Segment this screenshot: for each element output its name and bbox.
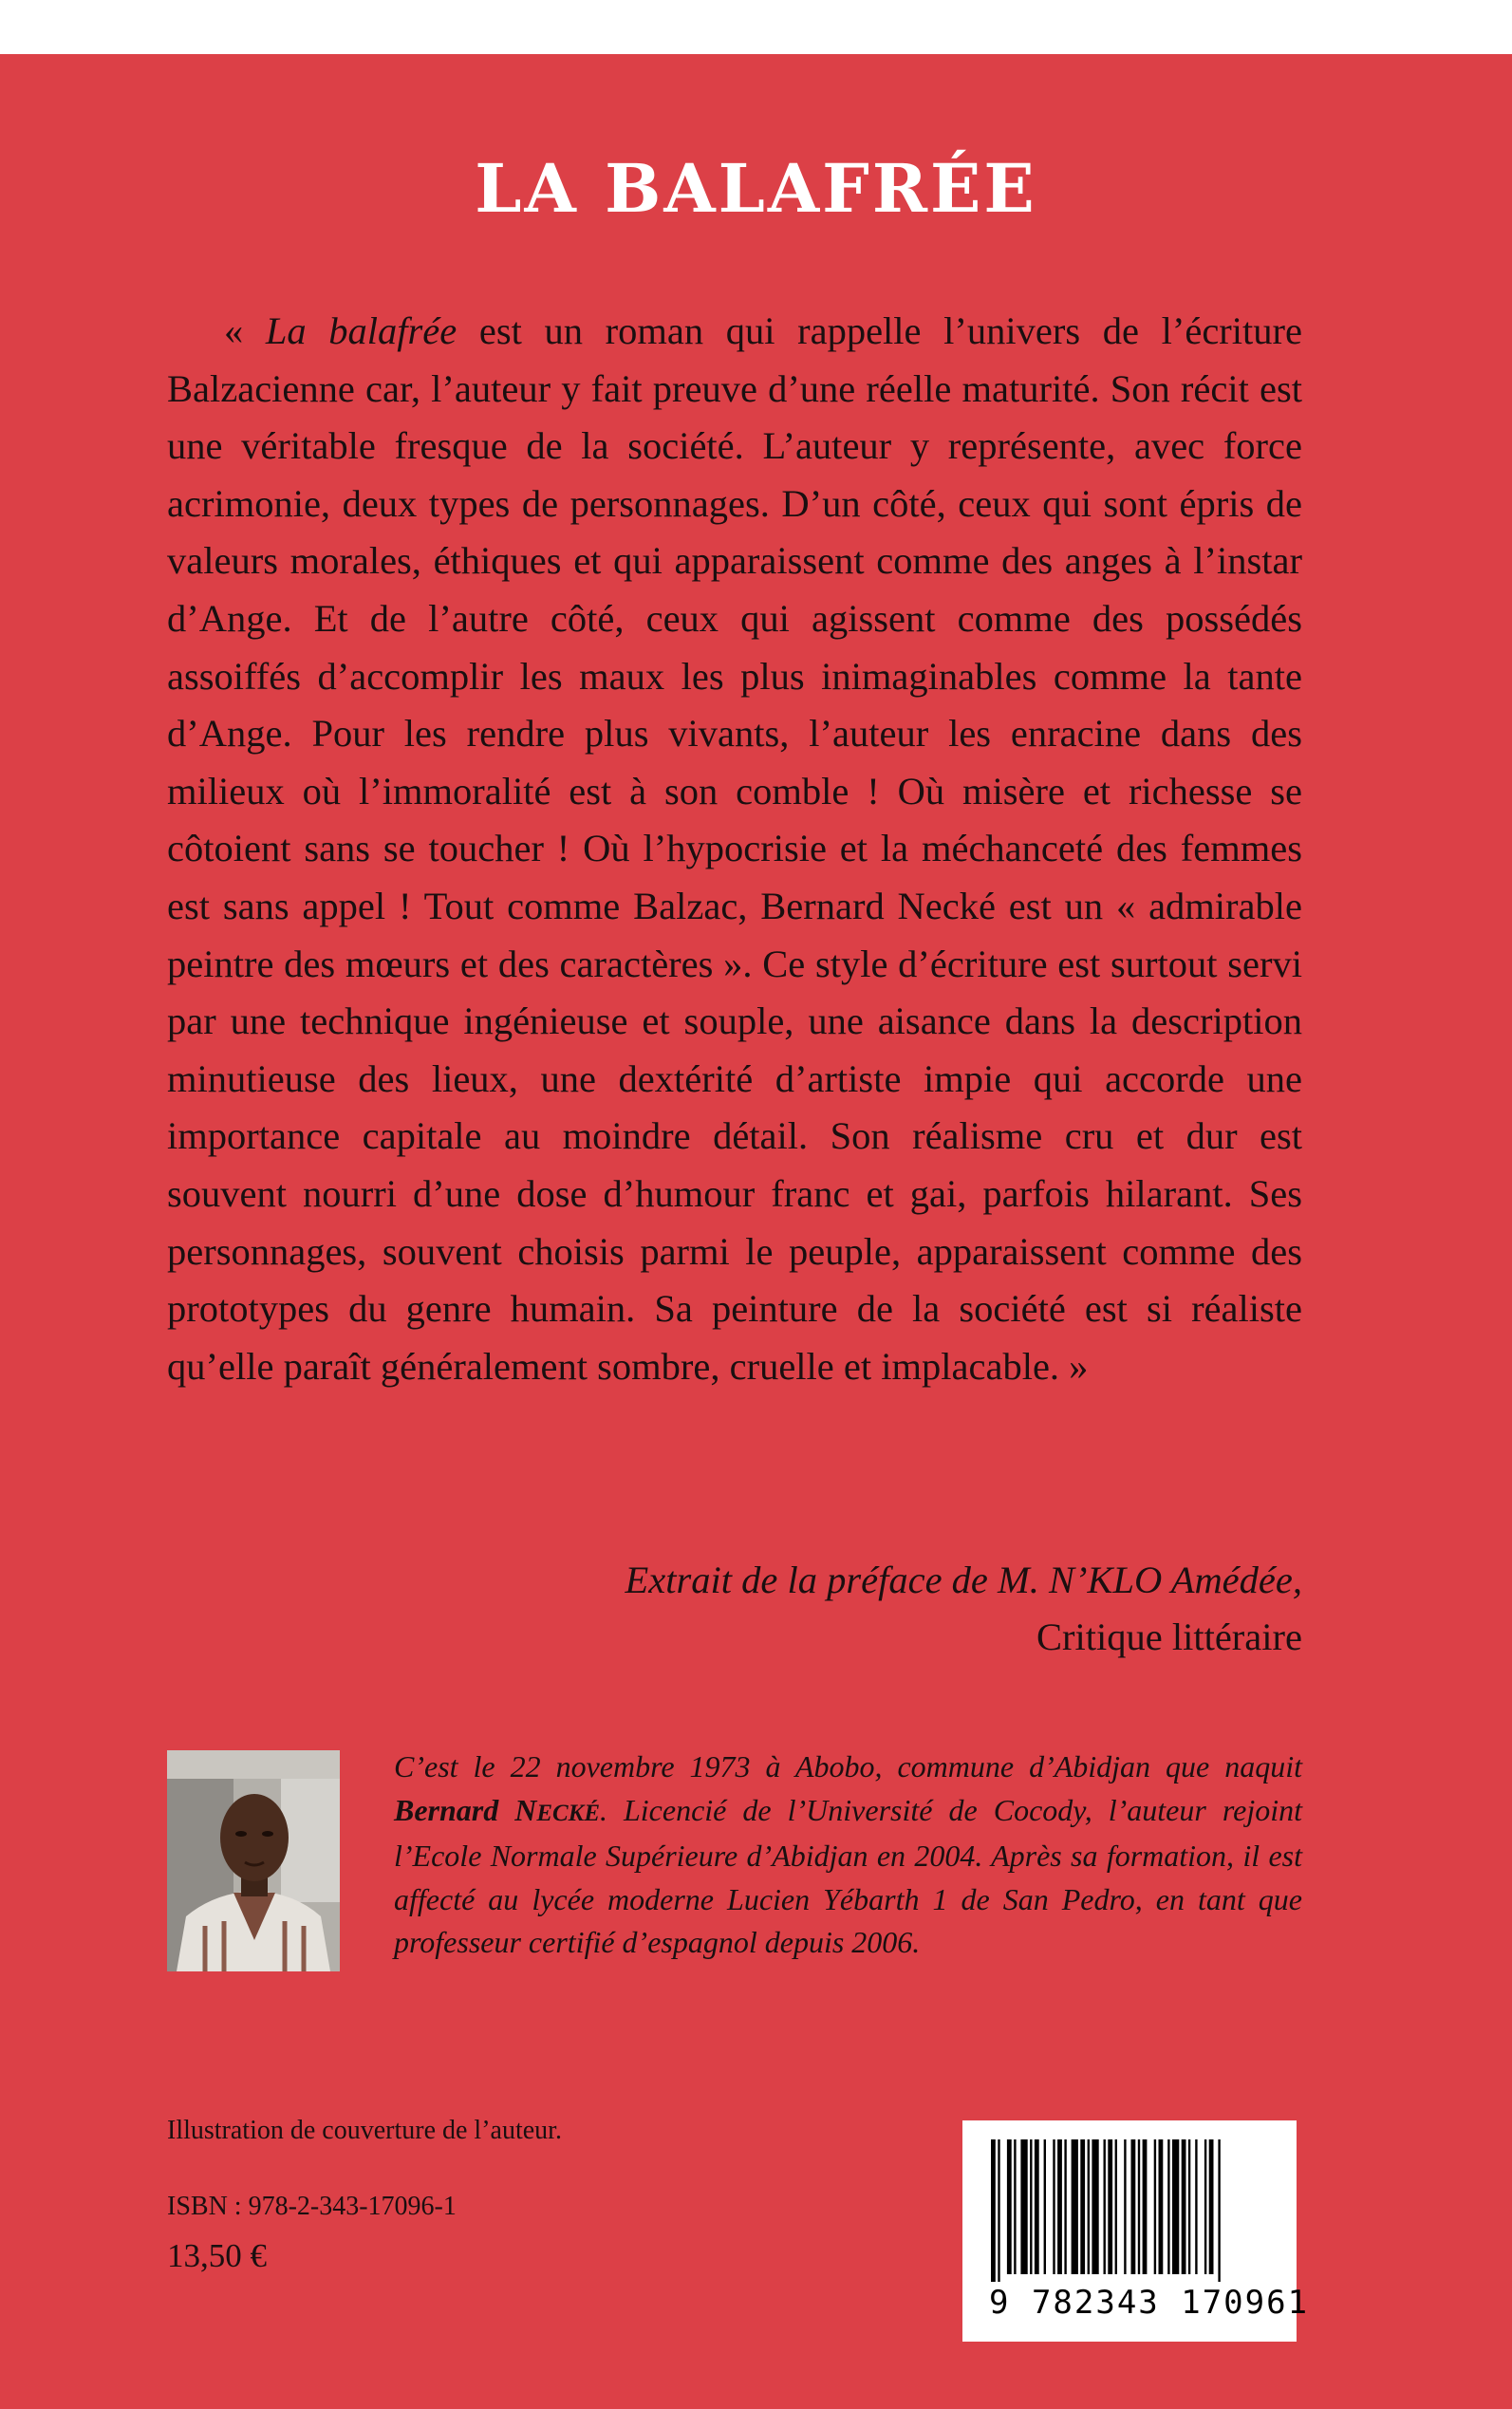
barcode-bar <box>1115 2139 1117 2274</box>
barcode-bar <box>1030 2139 1032 2274</box>
barcode-bar <box>1188 2139 1190 2274</box>
price: 13,50 € <box>167 2237 267 2274</box>
barcode <box>962 2120 1310 2342</box>
barcode-bar <box>1020 2139 1027 2274</box>
preface-excerpt <box>167 303 1302 1395</box>
attribution <box>167 1552 1302 1666</box>
barcode-bar <box>1172 2139 1179 2274</box>
barcode-bar <box>1007 2139 1012 2274</box>
author-biography <box>394 1746 1302 1965</box>
barcode-bar <box>1131 2139 1136 2274</box>
barcode-bar <box>1124 2139 1126 2274</box>
barcode-bar <box>1088 2139 1090 2274</box>
barcode-bar <box>1204 2139 1206 2274</box>
barcode-bar <box>1080 2139 1085 2274</box>
author-name-first: Bernard N <box>394 1792 537 1827</box>
bio-text-start: C’est le 22 novembre 1973 à Abobo, commune d’Abidjan que naquit <box>394 1749 1302 1783</box>
barcode-bar <box>1035 2139 1039 2274</box>
barcode-bar <box>1064 2139 1066 2274</box>
author-portrait-image <box>167 1750 340 1971</box>
barcode-bar <box>1159 2139 1164 2274</box>
barcode-bar <box>1104 2139 1106 2274</box>
barcode-bar <box>1014 2139 1016 2274</box>
barcode-bar <box>1218 2139 1220 2282</box>
attribution-source: Extrait de la préface de M. N’KLO Amédée, <box>625 1559 1302 1601</box>
back-cover <box>0 54 1512 2409</box>
bio-text-end: . Licencié de l’Université de Cocody, l’auteur rejoint l’Ecole Normale Supérieure d’Abidjan en 2004. Après sa formation, il est affecté au lycée moderne Lucien Yébarth 1 de San Pedro, en tant que professeur certifié d’espagnol depuis 2006. <box>394 1792 1303 1959</box>
barcode-bar <box>991 2139 996 2282</box>
barcode-bar <box>1182 2139 1186 2274</box>
author-name-rest: ECKÉ <box>536 1800 600 1826</box>
open-quote: « <box>224 309 266 352</box>
barcode-bar <box>1108 2139 1112 2274</box>
barcode-bar <box>1072 2139 1078 2274</box>
barcode-bar <box>1167 2139 1169 2274</box>
attribution-role: Critique littéraire <box>1036 1615 1302 1658</box>
barcode-bar <box>1053 2139 1055 2274</box>
barcode-bar <box>1057 2139 1062 2274</box>
excerpt-text: est un roman qui rappelle l’univers de l’écriture Balzacienne car, l’auteur y fait preuve d’une réelle maturité. Son récit est une véritable fresque de la société. L’auteur y représente, avec force acrimonie, deux types de personnages. D’un côté, ceux qui sont épris de valeurs morales, éthiques et qui apparaissent comme des anges à l’instar d’Ange. Et de l’autre côté, ceux qui agissent comme des possédés assoiffés d’accomplir les maux les plus inimaginables comme la tante d’Ange. Pour les rendre plus vivants, l’auteur les enracine dans des milieux où l’immoralité est à son comble ! Où misère et richesse se côtoient sans se toucher ! Où l’hypocrisie et la méchanceté des femmes est sans appel ! Tout comme Balzac, Bernard Necké est un « admirable peintre des mœurs et des caractères ». Ce style d’écriture est surtout servi par une technique ingénieuse et souple, une aisance dans la description minutieuse des lieux, une dextérité d’artiste impie qui accorde une importance capitale au moindre détail. Son réalisme cru et dur est souvent nourri d’une dose d’humour franc et gai, parfois hilarant. Ses personnages, souvent choisis parmi le peuple, apparaissent comme des prototypes du genre humain. Sa peinture de la société est si réaliste qu’elle paraît généralement sombre, cruelle et implacable. » <box>167 309 1303 1388</box>
barcode-bar <box>998 2139 999 2282</box>
book-title: LA BALAFRÉE <box>475 149 1037 228</box>
barcode-bar <box>1154 2139 1156 2274</box>
author-name <box>394 1793 600 1827</box>
barcode-bar <box>1195 2139 1197 2274</box>
barcode-number: 9 782343 170961 <box>989 2284 1310 2322</box>
book-title-italic: La balafrée <box>265 309 457 352</box>
author-photo <box>167 1750 340 1971</box>
barcode-bar <box>1143 2139 1148 2274</box>
barcode-bar <box>1092 2139 1098 2274</box>
barcode-bar <box>1209 2139 1214 2274</box>
cover-illustration-credit: Illustration de couverture de l’auteur. <box>167 2116 562 2145</box>
barcode-bar <box>1138 2139 1140 2274</box>
barcode-bar <box>1044 2139 1046 2274</box>
isbn: ISBN : 978-2-343-17096-1 <box>167 2192 457 2221</box>
